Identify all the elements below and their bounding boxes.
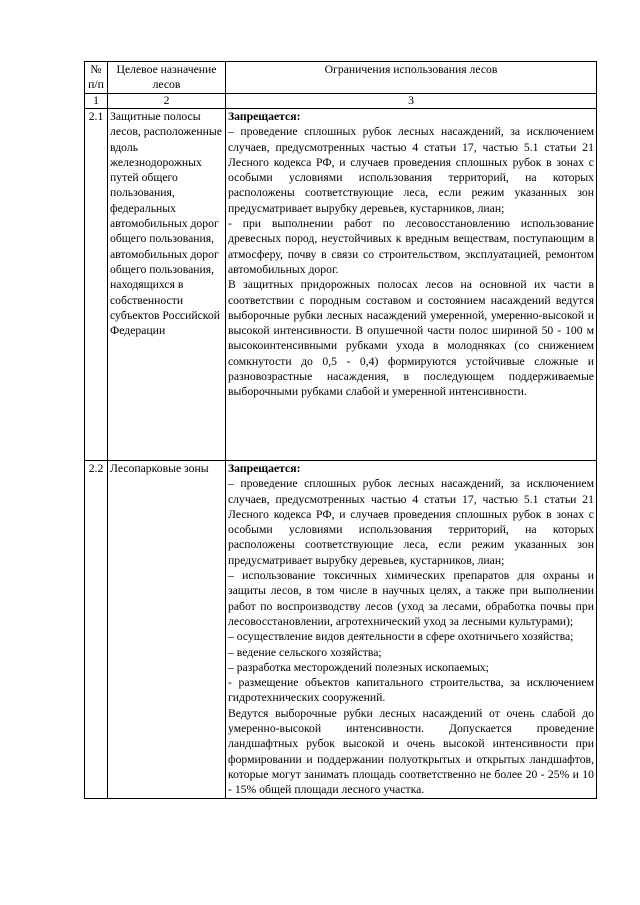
row-number: 2.2: [85, 461, 108, 799]
restriction-paragraph: Ведутся выборочные рубки лесных насаждений от очень слабой до умеренно-высокой интенсивности. Допускается проведение ландшафтных рубок высокой и очень высокой интенсивности при формировании и поддержании полуоткрытых и открытых ландшафтов, которые могут занимать площадь соответственно не более 20 - 25% и 10 - 15% общей площади лесного участка.: [228, 706, 594, 797]
restriction-paragraph: – проведение сплошных рубок лесных насаждений, за исключением случаев, предусмотренных частью 4 статьи 17, частью 5.1 статьи 21 Лесного кодекса РФ, и случаев проведения сплошных рубок в зонах с особыми условиями использования территорий, на которых расположены соответствующие леса, если режим указанных зон предусматривает вырубку деревьев, кустарников, лиан;: [228, 125, 594, 215]
column-numbers-row: [85, 94, 597, 109]
header-num: № п/п: [85, 62, 108, 94]
row-restrictions: [226, 461, 597, 799]
row-number: 2.1: [85, 109, 108, 461]
restriction-paragraph: – разработка месторождений полезных ископаемых;: [228, 660, 489, 674]
row-purpose: Защитные полосы лесов, расположенные вдоль железнодорожных путей общего пользования, федеральных автомобильных дорог общего пользования, автомобильных дорог общего пользования, находящихся в собственности субъектов Российской Федерации: [108, 109, 226, 461]
table-header-row: [85, 62, 597, 94]
row-restrictions: [226, 109, 597, 461]
header-restrictions: Ограничения использования лесов: [226, 62, 597, 94]
header-purpose: Целевое назначение лесов: [108, 62, 226, 94]
restrictions-heading: Запрещается:: [228, 110, 301, 123]
restriction-paragraph: - при выполнении работ по лесовосстановлению использование древесных пород, неустойчивых к вредным веществам, поступающим в атмосферу, почву в связи со строительством, эксплуатацией, ремонтом автомобильных дорог.: [228, 217, 594, 276]
restrictions-heading: Запрещается:: [228, 462, 301, 475]
forest-restrictions-table: [84, 61, 597, 799]
restriction-paragraph: - размещение объектов капитального строительства, за исключением гидротехнических сооружений.: [228, 676, 594, 705]
row-purpose: Лесопарковые зоны: [108, 461, 226, 799]
restriction-paragraph: – проведение сплошных рубок лесных насаждений, за исключением случаев, предусмотренных частью 4 статьи 17, частью 5.1 статьи 21 Лесного кодекса РФ, и случаев проведения сплошных рубок в зонах с особыми условиями использования территорий, на которых расположены соответствующие леса, если режим указанных зон предусматривает вырубку деревьев, кустарников, лиан;: [228, 477, 594, 567]
table-row: [85, 109, 597, 461]
column-number: 2: [108, 94, 226, 109]
restriction-paragraph: – осуществление видов деятельности в сфере охотничьего хозяйства;: [228, 630, 574, 644]
table-row: [85, 461, 597, 799]
column-number: 3: [226, 94, 597, 109]
restriction-paragraph: – ведение сельского хозяйства;: [228, 645, 382, 659]
column-number: 1: [85, 94, 108, 109]
restriction-paragraph: – использование токсичных химических препаратов для охраны и защиты лесов, в том числе в научных целях, а также при выполнении работ по воспроизводству лесов (уход за лесами, обработка почвы при лесовосстановлении, агротехнический уход за лесными культурами);: [228, 569, 594, 628]
restriction-paragraph: В защитных придорожных полосах лесов на основной их части в соответствии с породным составом и состоянием насаждений ведутся выборочные рубки лесных насаждений умеренной, умеренно-высокой и высокой интенсивности. В опушечной части полос шириной 50 - 100 м высокоинтенсивными рубками ухода в молодняках (со снижением сомкнутости до 0,5 - 0,4) формируются устойчивые сложные и разновозрастные насаждения, в последующем поддерживаемые выборочными рубками слабой и умеренной интенсивности.: [228, 278, 594, 399]
